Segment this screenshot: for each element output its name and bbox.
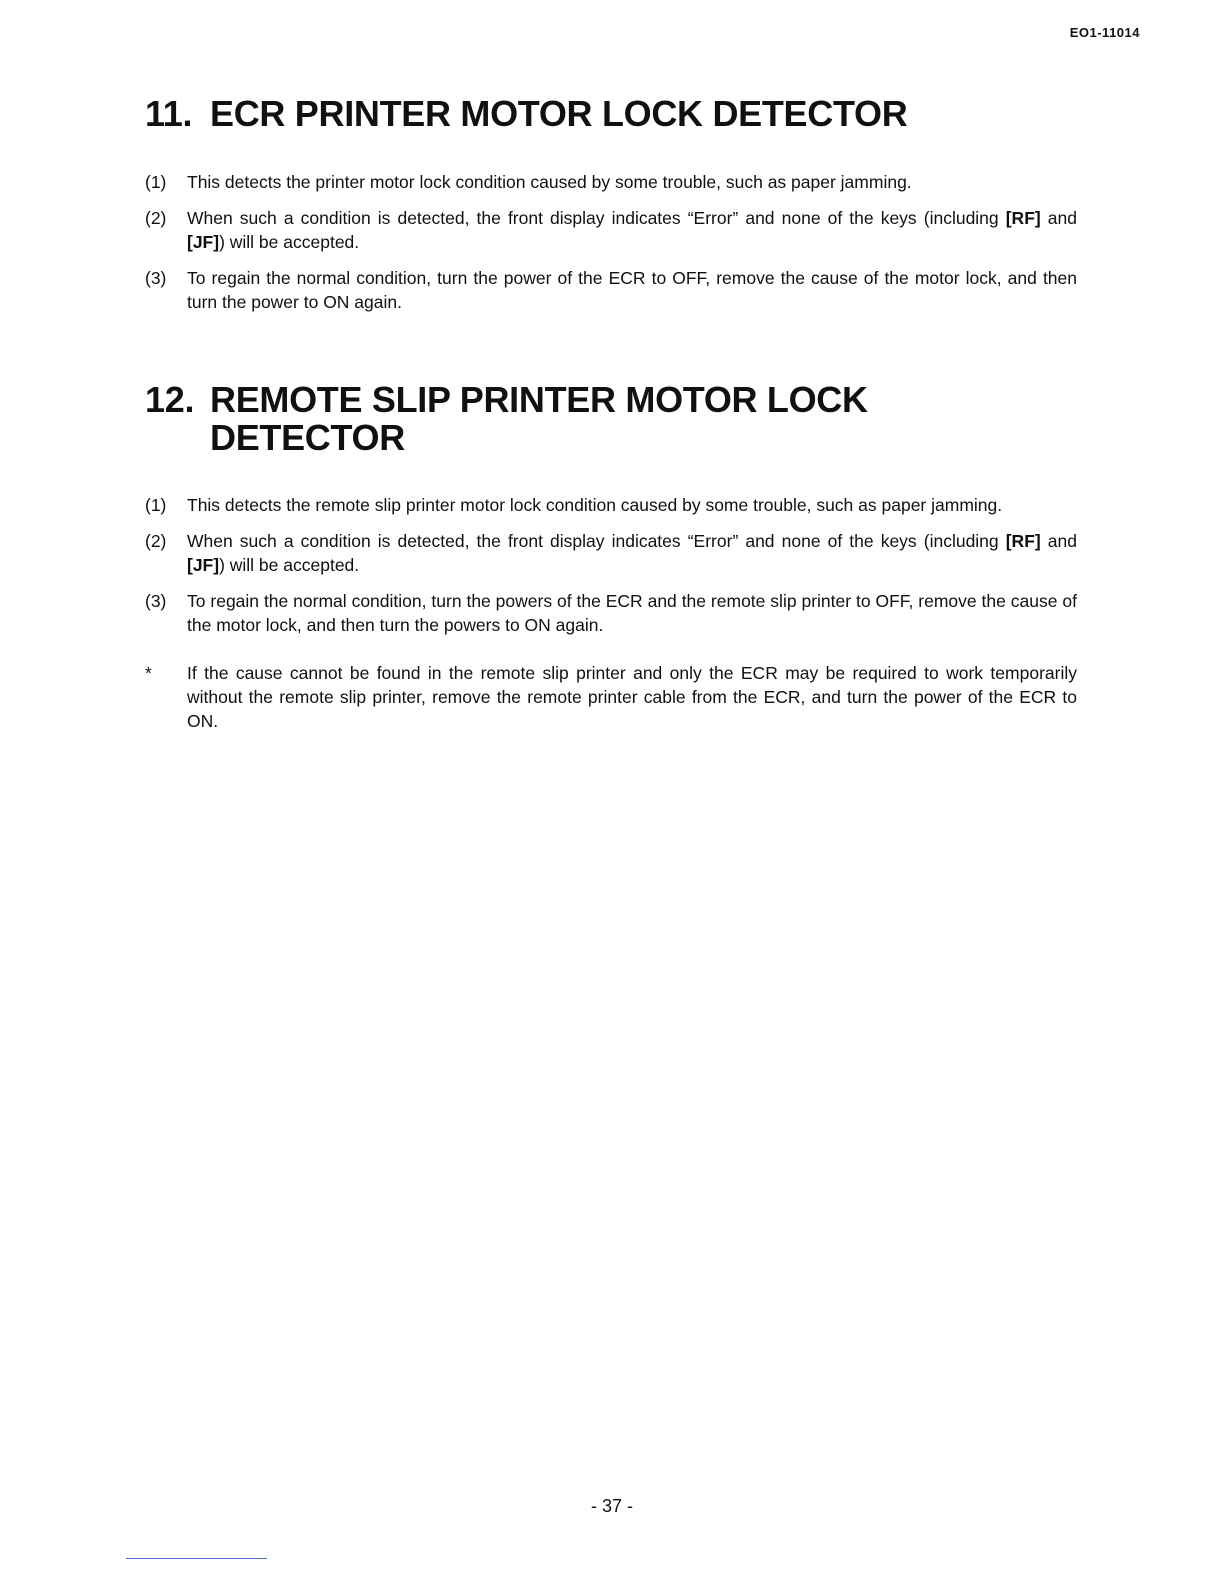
item-text: This detects the printer motor lock condition caused by some trouble, such as paper jamming. — [187, 172, 912, 192]
item-marker: (1) — [145, 172, 167, 192]
list-item — [145, 206, 1077, 254]
item-marker: (1) — [145, 495, 167, 515]
item-text-part: When such a condition is detected, the front display indicates “Error” and none of the keys (including — [187, 208, 1006, 228]
key-jf: [JF] — [187, 555, 220, 575]
item-text-part: and — [1040, 531, 1077, 551]
document-id: EO1-11014 — [1069, 25, 1140, 40]
note-text: If the cause cannot be found in the remote slip printer and only the ECR may be required to work temporarily without the remote slip printer, remove the remote printer cable from the ECR, and turn the power of the ECR to ON. — [187, 663, 1077, 731]
item-text: To regain the normal condition, turn the powers of the ECR and the remote slip printer to OFF, remove the cause of the motor lock, and then turn the powers to ON again. — [187, 591, 1077, 635]
item-marker: (2) — [145, 208, 167, 228]
section-11-heading — [145, 95, 1077, 133]
section-12-list — [145, 493, 1077, 733]
item-text-part: ) will be accepted. — [219, 555, 360, 575]
item-text-part: and — [1040, 208, 1077, 228]
item-text — [187, 206, 1077, 254]
section-12-heading — [145, 381, 1077, 457]
item-marker: (3) — [145, 268, 167, 288]
key-rf: [RF] — [1005, 208, 1041, 228]
section-12-number: 12. — [145, 379, 195, 420]
item-text: This detects the remote slip printer motor lock condition caused by some trouble, such as paper jamming. — [187, 495, 1003, 515]
list-item — [145, 589, 1077, 637]
note-asterisk: * — [145, 663, 152, 683]
key-jf: [JF] — [187, 232, 220, 252]
section-12-title-line1: REMOTE SLIP PRINTER MOTOR LOCK — [210, 379, 868, 420]
item-text — [187, 529, 1077, 577]
page-number: - 37 - — [590, 1496, 633, 1516]
list-item — [145, 170, 1077, 194]
section-12-title-line2: DETECTOR — [210, 417, 405, 458]
item-marker: (3) — [145, 591, 167, 611]
item-text-part: ) will be accepted. — [219, 232, 360, 252]
list-item — [145, 266, 1077, 314]
key-rf: [RF] — [1005, 531, 1041, 551]
list-item — [145, 493, 1077, 517]
section-11-number: 11. — [145, 93, 193, 134]
item-text-part: When such a condition is detected, the front display indicates “Error” and none of the keys (including — [187, 531, 1006, 551]
note-item — [145, 661, 1077, 733]
section-11 — [145, 95, 1077, 326]
item-marker: (2) — [145, 531, 167, 551]
section-11-title: ECR PRINTER MOTOR LOCK DETECTOR — [210, 93, 908, 134]
item-text: To regain the normal condition, turn the power of the ECR to OFF, remove the cause of the motor lock, and then turn the power to ON again. — [187, 268, 1077, 312]
footer-rule — [126, 1558, 267, 1559]
section-12 — [145, 381, 1077, 745]
list-item — [145, 529, 1077, 577]
section-12-title — [210, 381, 1077, 457]
section-11-list — [145, 170, 1077, 314]
